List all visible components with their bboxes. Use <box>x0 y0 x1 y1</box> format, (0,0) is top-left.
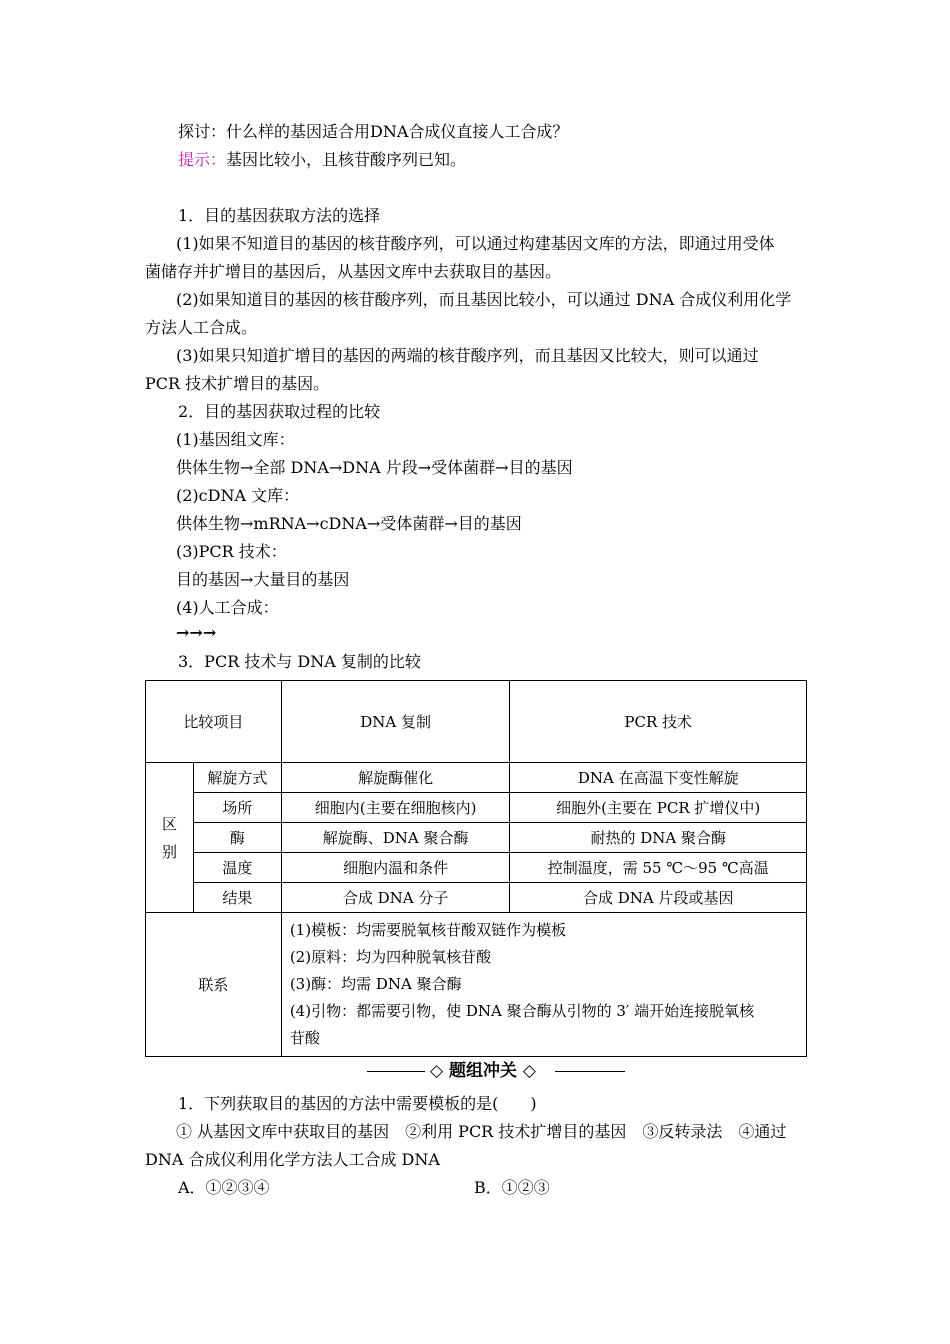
section1-p1-line2: 菌储存并扩增目的基因后，从基因文库中去获取目的基因。 <box>145 262 562 281</box>
section2-a-title: (1)基因组文库： <box>176 430 295 449</box>
section2-a-flow: 供体生物→全部 DNA→DNA 片段→受体菌群→目的基因 <box>176 458 573 477</box>
section1-title: 1．目的基因获取方法的选择 <box>178 206 381 225</box>
row-dna: 细胞内(主要在细胞核内) <box>281 793 510 823</box>
discussion-question: 探讨：什么样的基因适合用DNA合成仪直接人工合成？ <box>178 122 569 141</box>
section2-d-flow: →→→ <box>176 623 217 642</box>
table-row <box>146 853 807 883</box>
header-item: 比较项目 <box>146 681 282 763</box>
comparison-table <box>145 680 807 1057</box>
row-pcr: 合成 DNA 片段或基因 <box>510 883 807 913</box>
section2-b-title: (2)cDNA 文库： <box>176 486 300 505</box>
question1-stem: 1．下列获取目的基因的方法中需要模板的是( ) <box>178 1094 537 1113</box>
row-item: 温度 <box>193 853 281 883</box>
section-banner: ◇ 题组冲关 ◇ <box>430 1061 536 1081</box>
row-item: 酶 <box>193 823 281 853</box>
section1-p2-line2: 方法人工合成。 <box>145 318 258 337</box>
hint-text: 基因比较小，且核苷酸序列已知。 <box>226 150 467 169</box>
link-line-primer: (4)引物：都需要引物，使 DNA 聚合酶从引物的 3′ 端开始连接脱氧核 <box>289 1002 755 1020</box>
row-dna: 解旋酶、DNA 聚合酶 <box>281 823 510 853</box>
table-row <box>146 763 807 793</box>
header-pcr: PCR 技术 <box>510 681 807 763</box>
row-item: 场所 <box>193 793 281 823</box>
table-row <box>146 883 807 913</box>
table-row <box>146 823 807 853</box>
table-row <box>146 793 807 823</box>
hint-line <box>178 149 466 171</box>
link-line-template: (1)模板：均需要脱氧核苷酸双链作为模板 <box>289 921 567 939</box>
link-content <box>281 913 806 1057</box>
section1-p1-line1: (1)如果不知道目的基因的核苷酸序列，可以通过构建基因文库的方法，即通过用受体 <box>176 234 775 253</box>
option-b: B．①②③ <box>474 1178 550 1197</box>
section2-c-title: (3)PCR 技术： <box>176 542 287 561</box>
banner-rule-right <box>555 1071 625 1072</box>
table-header-row <box>146 681 807 763</box>
row-item: 解旋方式 <box>193 763 281 793</box>
link-label: 联系 <box>146 913 282 1057</box>
row-pcr: 控制温度，需 55 ℃～95 ℃高温 <box>510 853 807 883</box>
question1-line2: DNA 合成仪利用化学方法人工合成 DNA <box>145 1150 440 1169</box>
row-dna: 细胞内温和条件 <box>281 853 510 883</box>
row-dna: 解旋酶催化 <box>281 763 510 793</box>
section2-title: 2．目的基因获取过程的比较 <box>178 402 381 421</box>
row-pcr: DNA 在高温下变性解旋 <box>510 763 807 793</box>
hint-label: 提示： <box>178 150 227 169</box>
difference-label-char-1: 区 <box>161 814 177 833</box>
option-a: A．①②③④ <box>178 1178 270 1197</box>
link-line-material: (2)原料：均为四种脱氧核苷酸 <box>289 948 492 966</box>
header-dna-replication: DNA 复制 <box>281 681 510 763</box>
row-pcr: 细胞外(主要在 PCR 扩增仪中) <box>510 793 807 823</box>
section2-c-flow: 目的基因→大量目的基因 <box>176 570 350 589</box>
question1-line1: ① 从基因文库中获取目的基因 ②利用 PCR 技术扩增目的基因 ③反转录法 ④通过 <box>176 1122 787 1141</box>
banner-rule-left <box>367 1071 425 1072</box>
section1-p3-line1: (3)如果只知道扩增目的基因的两端的核苷酸序列，而且基因又比较大，则可以通过 <box>176 346 759 365</box>
section3-title: 3．PCR 技术与 DNA 复制的比较 <box>178 652 421 671</box>
link-line-primer-cont: 苷酸 <box>289 1029 320 1047</box>
row-item: 结果 <box>193 883 281 913</box>
difference-group-label <box>146 763 194 913</box>
section2-b-flow: 供体生物→mRNA→cDNA→受体菌群→目的基因 <box>176 514 522 533</box>
difference-label-char-2: 别 <box>161 842 177 861</box>
section1-p3-line2: PCR 技术扩增目的基因。 <box>145 374 330 393</box>
row-dna: 合成 DNA 分子 <box>281 883 510 913</box>
link-line-enzyme: (3)酶：均需 DNA 聚合酶 <box>289 975 462 993</box>
section2-d-title: (4)人工合成： <box>176 598 279 617</box>
link-row <box>146 913 807 1057</box>
row-pcr: 耐热的 DNA 聚合酶 <box>510 823 807 853</box>
section1-p2-line1: (2)如果知道目的基因的核苷酸序列，而且基因比较小，可以通过 DNA 合成仪利用化学 <box>176 290 792 309</box>
